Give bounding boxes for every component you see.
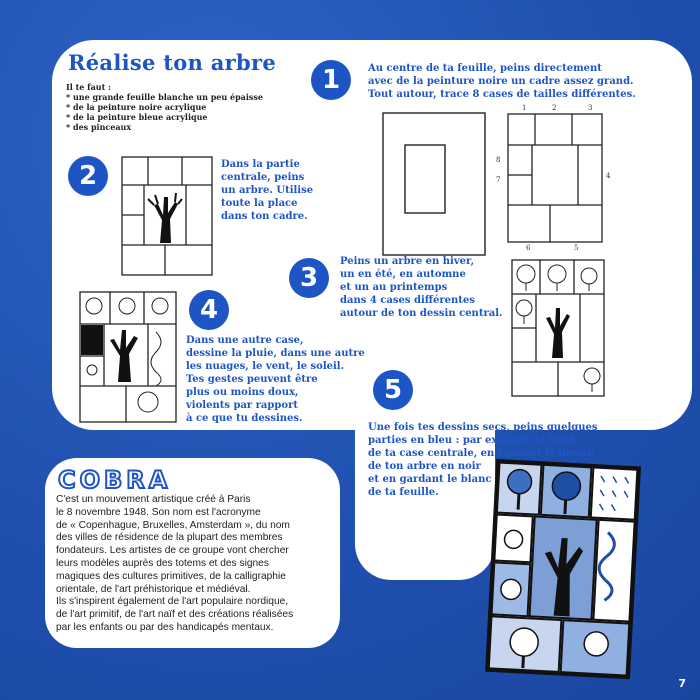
grid-label: 4 — [606, 172, 611, 180]
cobra-line: par les enfants ou par des handicapés mentaux. — [56, 621, 274, 633]
step-2-line: toute la place — [221, 198, 298, 209]
cobra-line: magiques des cultures primitives, de la calligraphie — [56, 570, 286, 582]
step-4-line: Tes gestes peuvent être — [186, 374, 318, 385]
step-2-text — [221, 158, 313, 223]
cobra-line: orientale, de l'art préhistorique et médiéval. — [56, 583, 251, 595]
cobra-line: C'est un mouvement artistique créé à Paris — [56, 494, 251, 505]
weather-grid-sketch — [78, 290, 178, 425]
seasons-grid-sketch — [510, 258, 606, 398]
step-5-line: de ta feuille. — [368, 487, 439, 498]
tree-grid-sketch — [120, 155, 215, 277]
grid-label: 7 — [496, 176, 501, 184]
step-5-line: de ton arbre en noir — [368, 461, 481, 472]
grid-sketch — [490, 100, 615, 255]
materials-item: * de la peinture bleue acrylique — [66, 112, 208, 122]
step-5-line: de ta case centrale, en laissant le dessin — [368, 448, 595, 459]
final-artwork — [482, 458, 642, 683]
cobra-line: de « Copenhague, Bruxelles, Amsterdam », du nom — [56, 519, 290, 531]
step-2-line: un arbre. Utilise — [221, 185, 314, 196]
step-3-text — [340, 255, 502, 320]
cobra-title: COBRA — [58, 466, 172, 494]
page-number: 7 — [678, 677, 686, 690]
step-1-text — [368, 62, 636, 101]
step-4-line: violents par rapport — [186, 400, 298, 411]
step-3-line: Peins un arbre en hiver, — [340, 256, 475, 267]
materials-item: * une grande feuille blanche un peu épaisse — [66, 92, 263, 102]
step-3-line: autour de ton dessin central. — [340, 308, 503, 319]
grid-label: 8 — [496, 156, 501, 164]
step-3-line: et un au printemps — [340, 282, 448, 293]
grid-label: 6 — [526, 244, 531, 252]
grid-label: 2 — [552, 104, 557, 112]
cobra-line: Ils s'inspirent également de l'art populaire nordique, — [56, 596, 289, 608]
step-5-number: 5 — [373, 370, 413, 410]
step-3-line: un en été, en automne — [340, 269, 466, 280]
page-title: Réalise ton arbre — [68, 50, 277, 75]
materials-item: * de la peinture noire acrylique — [66, 102, 207, 112]
step-1-number: 1 — [311, 60, 351, 100]
materials-heading: Il te faut : — [66, 82, 112, 92]
step-2-number: 2 — [68, 156, 108, 196]
cobra-line: des villes de résidence de la plupart des membres — [56, 532, 283, 544]
frame-sketch — [380, 110, 490, 260]
step-4-line: dessine la pluie, dans une autre — [186, 348, 365, 359]
cobra-text — [56, 494, 293, 635]
materials-item: * des pinceaux — [66, 122, 132, 132]
step-2-line: Dans la partie — [221, 159, 300, 170]
cobra-line: de l'art primitif, de l'art naïf et des créations réalisées — [56, 609, 294, 621]
step-4-line: les nuages, le vent, le soleil. — [186, 361, 345, 372]
step-3-number: 3 — [289, 258, 329, 298]
step-1-line: avec de la peinture noire un cadre assez grand. — [368, 76, 634, 87]
step-2-line: centrale, peins — [221, 172, 305, 183]
grid-label: 5 — [574, 244, 579, 252]
materials-list — [66, 82, 263, 132]
cobra-line: fondateurs. Les artistes de ce groupe vont chercher — [56, 545, 289, 557]
grid-label: 1 — [522, 104, 527, 112]
step-5-line: Une fois tes dessins secs, peins quelques — [368, 422, 598, 433]
step-3-line: dans 4 cases différentes — [340, 295, 475, 306]
step-4-line: à ce que tu dessines. — [186, 413, 303, 424]
step-2-line: dans ton cadre. — [221, 211, 308, 222]
grid-label: 3 — [588, 104, 593, 112]
step-1-line: Tout autour, trace 8 cases de tailles différentes. — [368, 89, 636, 100]
step-4-number: 4 — [189, 290, 229, 330]
step-5-line: parties en bleu : par exemple le fond — [368, 435, 574, 446]
step-1-line: Au centre de ta feuille, peins directement — [368, 63, 602, 74]
cobra-line: le 8 novembre 1948. Son nom est l'acronyme — [56, 506, 261, 518]
step-4-line: plus ou moins doux, — [186, 387, 299, 398]
step-4-line: Dans une autre case, — [186, 335, 304, 346]
cobra-line: leurs modèles auprès des totems et des signes — [56, 557, 269, 569]
step-5-line: et en gardant le blanc — [368, 474, 492, 485]
step-4-text — [186, 334, 365, 425]
